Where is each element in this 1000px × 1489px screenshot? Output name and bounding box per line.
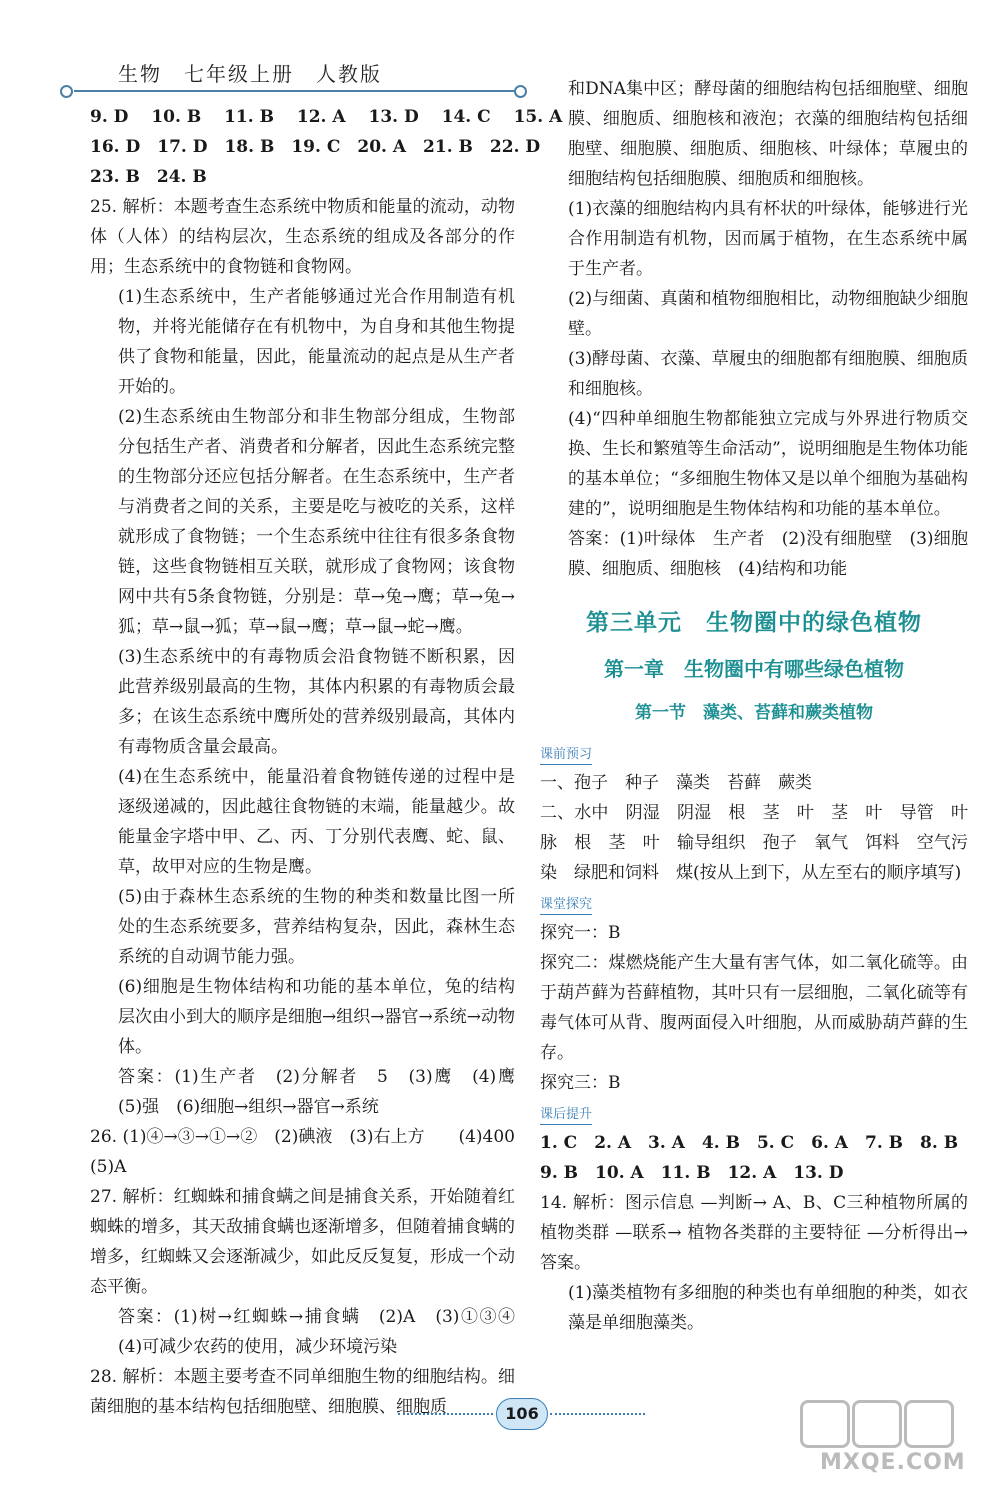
tag-after: 课后提升: [540, 1106, 592, 1125]
left-col-line: 16. D 17. D 18. B 19. C 20. A 21. B 22. D: [90, 137, 541, 157]
right-top-line: (4)“四种单细胞生物都能独立完成与外界进行物质交换、生长和繁殖等生命活动”，说明细胞是生物体功能的基本单位；“多细胞生物体又是以单个细胞为基础构建的”，说明细胞是生物体结构和功能的基本单位。: [568, 409, 968, 519]
left-col-line: (4)在生态系统中，能量沿着食物链传递的过程中是逐级递减的，因此越往食物链的末端，能量越少。故能量金字塔中甲、乙、丙、丁分别代表鹰、蛇、鼠、草，故甲对应的生物是鹰。: [118, 767, 515, 877]
section-title: 第一节 藻类、苔藓和蕨类植物: [635, 703, 873, 723]
left-col-line: (2)生态系统由生物部分和非生物部分组成，生物部分包括生产者、消费者和分解者，因此生态系统完整的生物部分还应包括分解者。在生态系统中，生产者与消费者之间的关系，主要是吃与被吃的关系，这样就形成了食物链；一个生态系统中往往有很多条食物链，这些食物链相互关联，就形成了食物网；该食物网中共有5条食物链，分别是：草→兔→鹰；草→兔→狐；草→鼠→狐；草→鼠→鹰；草→鼠→蛇→鹰。: [118, 407, 515, 637]
tag-explore: 课堂探究: [540, 896, 592, 915]
left-col-line: (3)生态系统中的有毒物质会沿食物链不断积累，因此营养级别最高的生物，其体内积累的有毒物质会最多；在该生态系统中鹰所处的营养级别最高，其体内有毒物质含量会最高。: [118, 647, 515, 757]
left-col-line: 27. 解析：红蜘蛛和捕食螨之间是捕食关系，开始随着红蜘蛛的增多，其天敌捕食螨也逐渐增多，但随着捕食螨的增多，红蜘蛛又会逐渐减少，如此反反复复，形成一个动态平衡。: [90, 1187, 515, 1297]
after-line: 9. B 10. A 11. B 12. A 13. D: [540, 1163, 844, 1183]
watermark-logo-icon: [800, 1400, 850, 1448]
after-line: 1. C 2. A 3. A 4. B 5. C 6. A 7. B 8. B: [540, 1133, 959, 1153]
watermark: [790, 1400, 980, 1480]
left-col-line: 答案：(1)生产者 (2)分解者 5 (3)鹰 (4)鹰 (5)强 (6)细胞→组织→器官→系统: [118, 1067, 532, 1117]
explore-line: 探究二：煤燃烧能产生大量有害气体，如二氧化硫等。由于葫芦藓为苔藓植物，其叶只有一层细胞，二氧化硫等有毒气体可从背、腹两面侵入叶细胞，从而威胁葫芦藓的生存。: [540, 953, 968, 1063]
after-line: 14. 解析：图示信息 —判断→ A、B、C三种植物所属的植物类群 —联系→ 植物各类群的主要特征 —分析得出→ 答案。: [540, 1193, 968, 1273]
right-top-line: 答案：(1)叶绿体 生产者 (2)没有细胞壁 (3)细胞膜、细胞质、细胞核 (4)结构和功能: [568, 529, 968, 579]
left-col-line: 28. 解析：本题主要考查不同单细胞生物的细胞结构。细菌细胞的基本结构包括细胞壁、细胞膜、细胞质: [90, 1367, 515, 1417]
explore-line: 探究三：B: [540, 1073, 621, 1093]
footer-dotted-rule: [550, 1413, 645, 1415]
watermark-url: MXQE.COM: [820, 1450, 966, 1475]
header-dot-icon: [60, 85, 73, 98]
preview-line: 二、水中 阴湿 阴湿 根 茎 叶 茎 叶 导管 叶脉 根 茎 叶 输导组织 孢子 氧气 饵料 空气污染 绿肥和饲料 煤(按从上到下，从左至右的顺序填写): [540, 803, 968, 883]
left-col-line: (5)由于森林生态系统的生物的种类和数量比图一所处的生态系统要多，营养结构复杂，因此，森林生态系统的自动调节能力强。: [118, 887, 515, 967]
left-col-line: 26. (1)④→③→①→② (2)碘液 (3)右上方 (4)400 (5)A: [90, 1127, 532, 1177]
watermark-logo-icon: [852, 1400, 902, 1448]
watermark-logo-icon: [904, 1400, 954, 1448]
left-col-line: 9. D 10. B 11. B 12. A 13. D 14. C 15. A: [90, 107, 563, 127]
header-title: 生物 七年级上册 人教版: [118, 62, 382, 86]
tag-preview: 课前预习: [540, 746, 592, 765]
explore-answers: [540, 918, 968, 1098]
after-line: (1)藻类植物有多细胞的种类也有单细胞的种类，如衣藻是单细胞藻类。: [568, 1283, 968, 1333]
page-number: 106: [496, 1398, 548, 1430]
right-top-line: (3)酵母菌、衣藻、草履虫的细胞都有细胞膜、细胞质和细胞核。: [568, 349, 968, 399]
unit-title: 第三单元 生物圈中的绿色植物: [586, 610, 922, 636]
left-col-line: (1)生态系统中，生产者能够通过光合作用制造有机物，并将光能储存在有机物中，为自身和其他生物提供了食物和能量，因此，能量流动的起点是从生产者开始的。: [118, 287, 515, 397]
header-rule: [74, 90, 514, 92]
left-col-line: 答案：(1)树→红蜘蛛→捕食螨 (2)A (3)①③④ (4)可减少农药的使用，减少环境污染: [118, 1307, 532, 1357]
preview-line: 一、孢子 种子 藻类 苔藓 蕨类: [540, 773, 812, 793]
right-top-line: (1)衣藻的细胞结构内具有杯状的叶绿体，能够进行光合作用制造有机物，因而属于植物，在生态系统中属于生产者。: [568, 199, 968, 279]
left-col-line: 25. 解析：本题考查生态系统中物质和能量的流动，动物体（人体）的结构层次，生态系统的组成及各部分的作用；生态系统中的食物链和食物网。: [90, 197, 515, 277]
footer-dotted-rule: [398, 1413, 493, 1415]
left-col-line: (6)细胞是生物体结构和功能的基本单位，兔的结构层次由小到大的顺序是细胞→组织→器官→系统→动物体。: [118, 977, 515, 1057]
right-top-line: (2)与细菌、真菌和植物细胞相比，动物细胞缺少细胞壁。: [568, 289, 968, 339]
header-dot-icon: [514, 85, 527, 98]
left-col-line: 23. B 24. B: [90, 167, 207, 187]
chapter-title: 第一章 生物圈中有哪些绿色植物: [604, 657, 904, 681]
answer-continuation: [540, 74, 968, 584]
after-answers: [540, 1128, 968, 1338]
right-top-line: 和DNA集中区；酵母菌的细胞结构包括细胞壁、细胞膜、细胞质、细胞核和液泡；衣藻的细胞结构包括细胞壁、细胞膜、细胞质、细胞核、叶绿体；草履虫的细胞结构包括细胞膜、细胞质和细胞核。: [568, 79, 968, 189]
preview-answers: [540, 768, 968, 888]
right-column: [540, 74, 968, 1338]
explore-line: 探究一：B: [540, 923, 621, 943]
page-header: [60, 58, 540, 100]
